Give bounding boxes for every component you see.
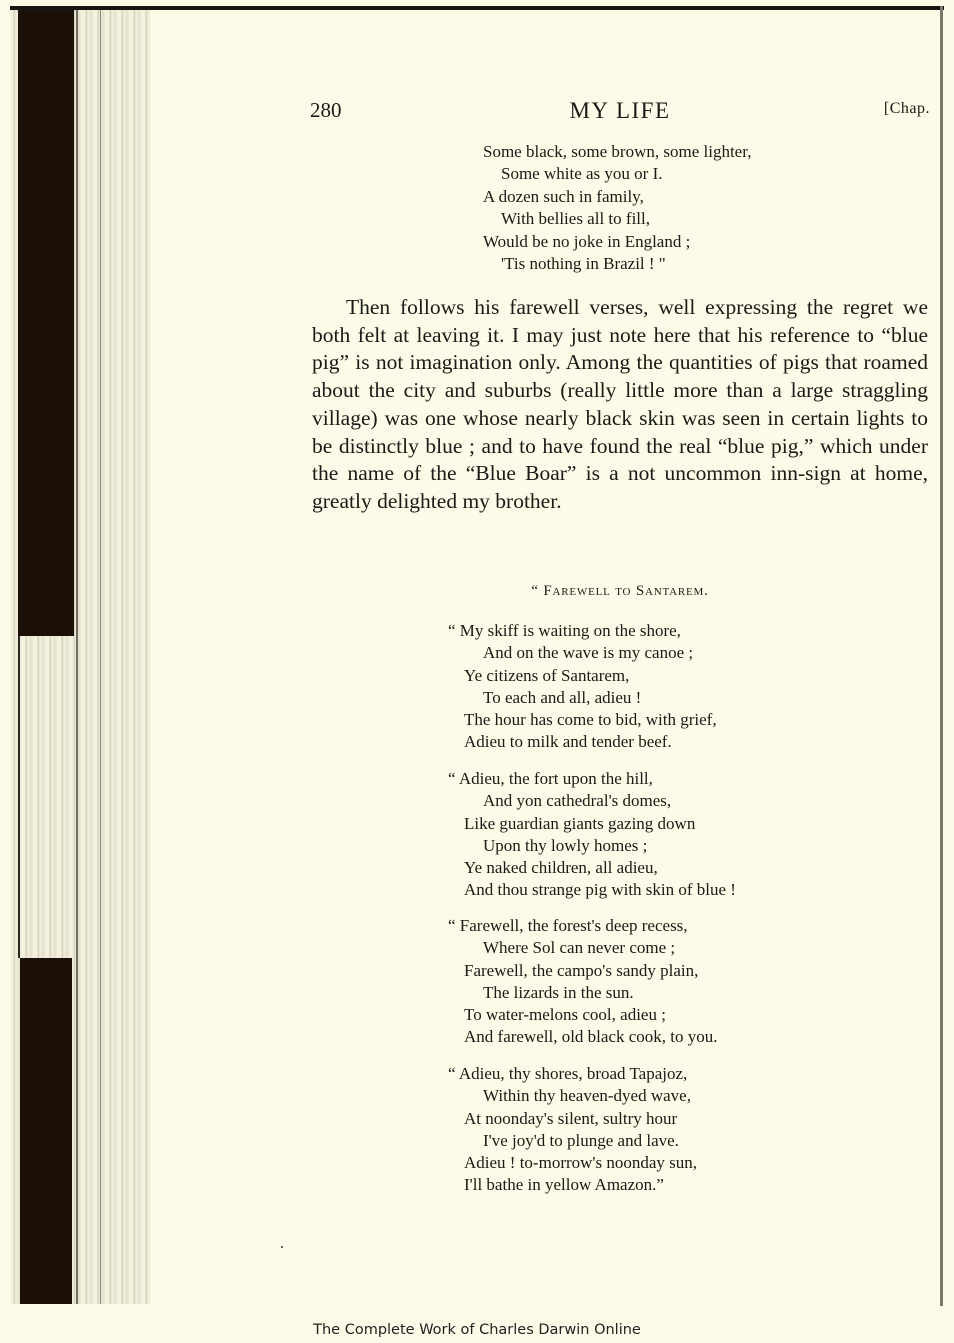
running-header [310,98,930,128]
gutter-line [76,10,78,1304]
stanza-4 [448,1063,697,1197]
footer-credit: The Complete Work of Charles Darwin Online [313,1322,641,1338]
poem-title: “ Farewell to Santarem. [531,583,709,599]
stanza-line: Farewell, the campo's sandy plain, [464,960,699,980]
stanza-line: “ Adieu, thy shores, broad Tapajoz, [448,1064,688,1083]
chapter-mark: [Chap. [883,100,930,117]
stanza-3 [448,915,718,1049]
stanza-line: To each and all, adieu ! [483,687,642,707]
stanza-line: Adieu ! to-morrow's noonday sun, [464,1153,698,1173]
stanza-line: The lizards in the sun. [483,982,634,1002]
stanza-2 [448,768,736,902]
stanza-line: At noonday's silent, sultry hour [464,1108,678,1128]
stanza-line: “ Farewell, the forest's deep recess, [448,916,688,935]
stanza-line: To water-melons cool, adieu ; [464,1005,666,1025]
stanza-line: “ My skiff is waiting on the shore, [448,621,681,640]
running-title: MY LIFE [569,98,671,123]
stanza-line: And farewell, old black cook, to you. [464,1027,718,1047]
page-number: 280 [310,98,342,122]
stanza-line: And yon cathedral's domes, [483,791,672,811]
stanza-line: Like guardian giants gazing down [464,813,696,833]
stanza-line: Ye naked children, all adieu, [464,858,658,878]
right-border-rule [940,6,943,1306]
stanza-line: And on the wave is my canoe ; [483,643,694,663]
top-border-rule [10,6,944,10]
gutter-line [100,10,101,1304]
verse-line: Would be no joke in England ; [483,231,691,251]
stanza-line: Ye citizens of Santarem, [464,665,630,685]
stanza-line: Adieu to milk and tender beef. [464,732,672,752]
book-spine-edge [18,636,20,958]
stanza-line: Upon thy lowly homes ; [483,835,648,855]
stanza-line: The hour has come to bid, with grief, [464,710,717,730]
stanza-line: I'll bathe in yellow Amazon.” [464,1175,664,1195]
book-spine-shadow-top [18,10,74,636]
stanza-line: Where Sol can never come ; [483,938,676,958]
body-paragraph: Then follows his farewell verses, well expressing the regret we both felt at leaving it. I may just note here that his reference to “blue pig” is not imagination only. Among the quantities of pigs that roamed about the city and suburbs (really little more than a large straggling village) was one whose nearly black skin was seen in certain lights to be distinctly blue ; and to have found the real “blue pig,” which under the name of the “Blue Boar” is a not uncommon inn-sign at home, greatly delighted my brother. [312,295,928,513]
verse-top [483,141,751,275]
book-spine-shadow-bottom [20,958,72,1304]
verse-line: A dozen such in family, [483,186,644,206]
stanza-line: “ Adieu, the fort upon the hill, [448,769,653,788]
stanza-1 [448,620,717,754]
verse-line: Some black, some brown, some lighter, [483,142,752,161]
verse-line: Some white as you or I. [501,164,663,184]
stanza-line: I've joy'd to plunge and lave. [483,1130,679,1150]
stanza-line: Within thy heaven-dyed wave, [483,1086,691,1106]
stanza-line: And thou strange pig with skin of blue ! [464,880,736,900]
verse-line: With bellies all to fill, [501,209,650,229]
ink-speck [281,1246,283,1248]
verse-line: 'Tis nothing in Brazil ! " [501,254,666,274]
